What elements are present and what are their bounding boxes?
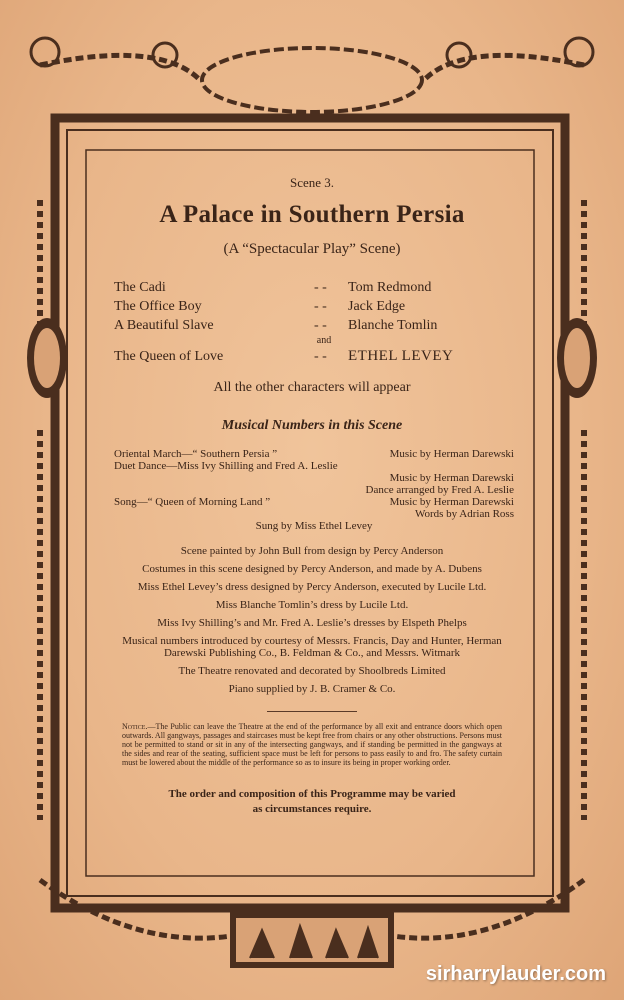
top-oval-garland bbox=[202, 48, 422, 112]
sung-by: Sung by Miss Ethel Levey bbox=[255, 520, 373, 532]
cast-row bbox=[114, 278, 514, 297]
cast-row bbox=[114, 297, 514, 316]
credit-line: Piano supplied by J. B. Cramer & Co. bbox=[228, 683, 396, 695]
and-separator: and bbox=[316, 335, 332, 346]
credit-line: Costumes in this scene designed by Percy Anderson, and made by A. Dubens bbox=[142, 563, 482, 575]
cast-role: The Queen of Love - - bbox=[114, 349, 327, 364]
credit-line: Miss Ethel Levey’s dress designed by Percy Anderson, executed by Lucile Ltd. bbox=[137, 581, 487, 593]
scene-number: Scene 3. bbox=[289, 175, 335, 190]
other-characters-note: All the other characters will appear bbox=[213, 380, 411, 395]
lead-actor: ETHEL LEVEY bbox=[348, 348, 454, 364]
musical-numbers-heading: Musical Numbers in this Scene bbox=[221, 418, 403, 433]
scene-subtitle: (A “Spectacular Play” Scene) bbox=[223, 241, 401, 257]
cast-row bbox=[114, 316, 514, 335]
credit-line: Miss Ivy Shilling’s and Mr. Fred A. Leslie’s dresses by Elspeth Phelps bbox=[157, 617, 467, 629]
cast-actor: Blanche Tomlin bbox=[348, 318, 438, 333]
top-left-inner-bow bbox=[153, 43, 177, 67]
cast-role: The Cadi - - bbox=[114, 280, 327, 295]
credit-line: Scene painted by John Bull from design by Percy Anderson bbox=[180, 545, 444, 557]
top-swags bbox=[40, 55, 584, 80]
scene-title: A Palace in Southern Persia bbox=[159, 201, 465, 228]
top-right-inner-bow bbox=[447, 43, 471, 67]
cast-list bbox=[114, 278, 514, 366]
credit-line: The Theatre renovated and decorated by Shoolbreds Limited bbox=[178, 665, 446, 677]
programme-content bbox=[102, 165, 522, 817]
credit-line: Miss Blanche Tomlin’s dress by Lucile Ltd. bbox=[215, 599, 409, 611]
public-notice: Notice.—The Public can leave the Theatre at the end of the performance by all exit and entrance doors which open outwards. All gangways, passages and staircases must be kept free from chairs or any other obstructions. Persons must not be permitted to stand or sit in any of the intersecting gangways, and if standing be permitted in the gangways at the sides and rear of the seating, sufficient space must be left for persons to pass easily to and fro. The safety curtain must be lowered about the middle of the performance so as to insure its being in proper working order. bbox=[122, 722, 502, 767]
cast-role: The Office Boy - - bbox=[114, 299, 327, 314]
cast-actor: Tom Redmond bbox=[348, 280, 432, 295]
music-credit: Music by Herman Darewski Dance arranged by Fred A. Leslie bbox=[365, 472, 514, 496]
music-item: Song—“ Queen of Morning Land ” Music by Herman Darewski Words by Adrian Ross bbox=[114, 496, 514, 520]
cast-role: A Beautiful Slave - - bbox=[114, 318, 327, 333]
lead-cast-row bbox=[114, 347, 514, 366]
music-item: Oriental March—“ Southern Persia ” Music by Herman Darewski bbox=[114, 448, 514, 460]
site-watermark: sirharrylauder.com bbox=[425, 963, 606, 985]
credit-line: Musical numbers introduced by courtesy of Messrs. Francis, Day and Hunter, Herman Darewski Publishing Co., B. Feldman & Co., and Messrs. Witmark bbox=[122, 635, 502, 659]
programme-order-note: The order and composition of this Programme may be varied as circumstances require. bbox=[168, 788, 456, 815]
music-item: Duet Dance—Miss Ivy Shilling and Fred A. Leslie bbox=[114, 460, 338, 472]
divider bbox=[267, 711, 357, 712]
cast-actor: Jack Edge bbox=[348, 299, 406, 314]
musical-numbers bbox=[114, 448, 514, 533]
production-credits bbox=[102, 545, 522, 695]
